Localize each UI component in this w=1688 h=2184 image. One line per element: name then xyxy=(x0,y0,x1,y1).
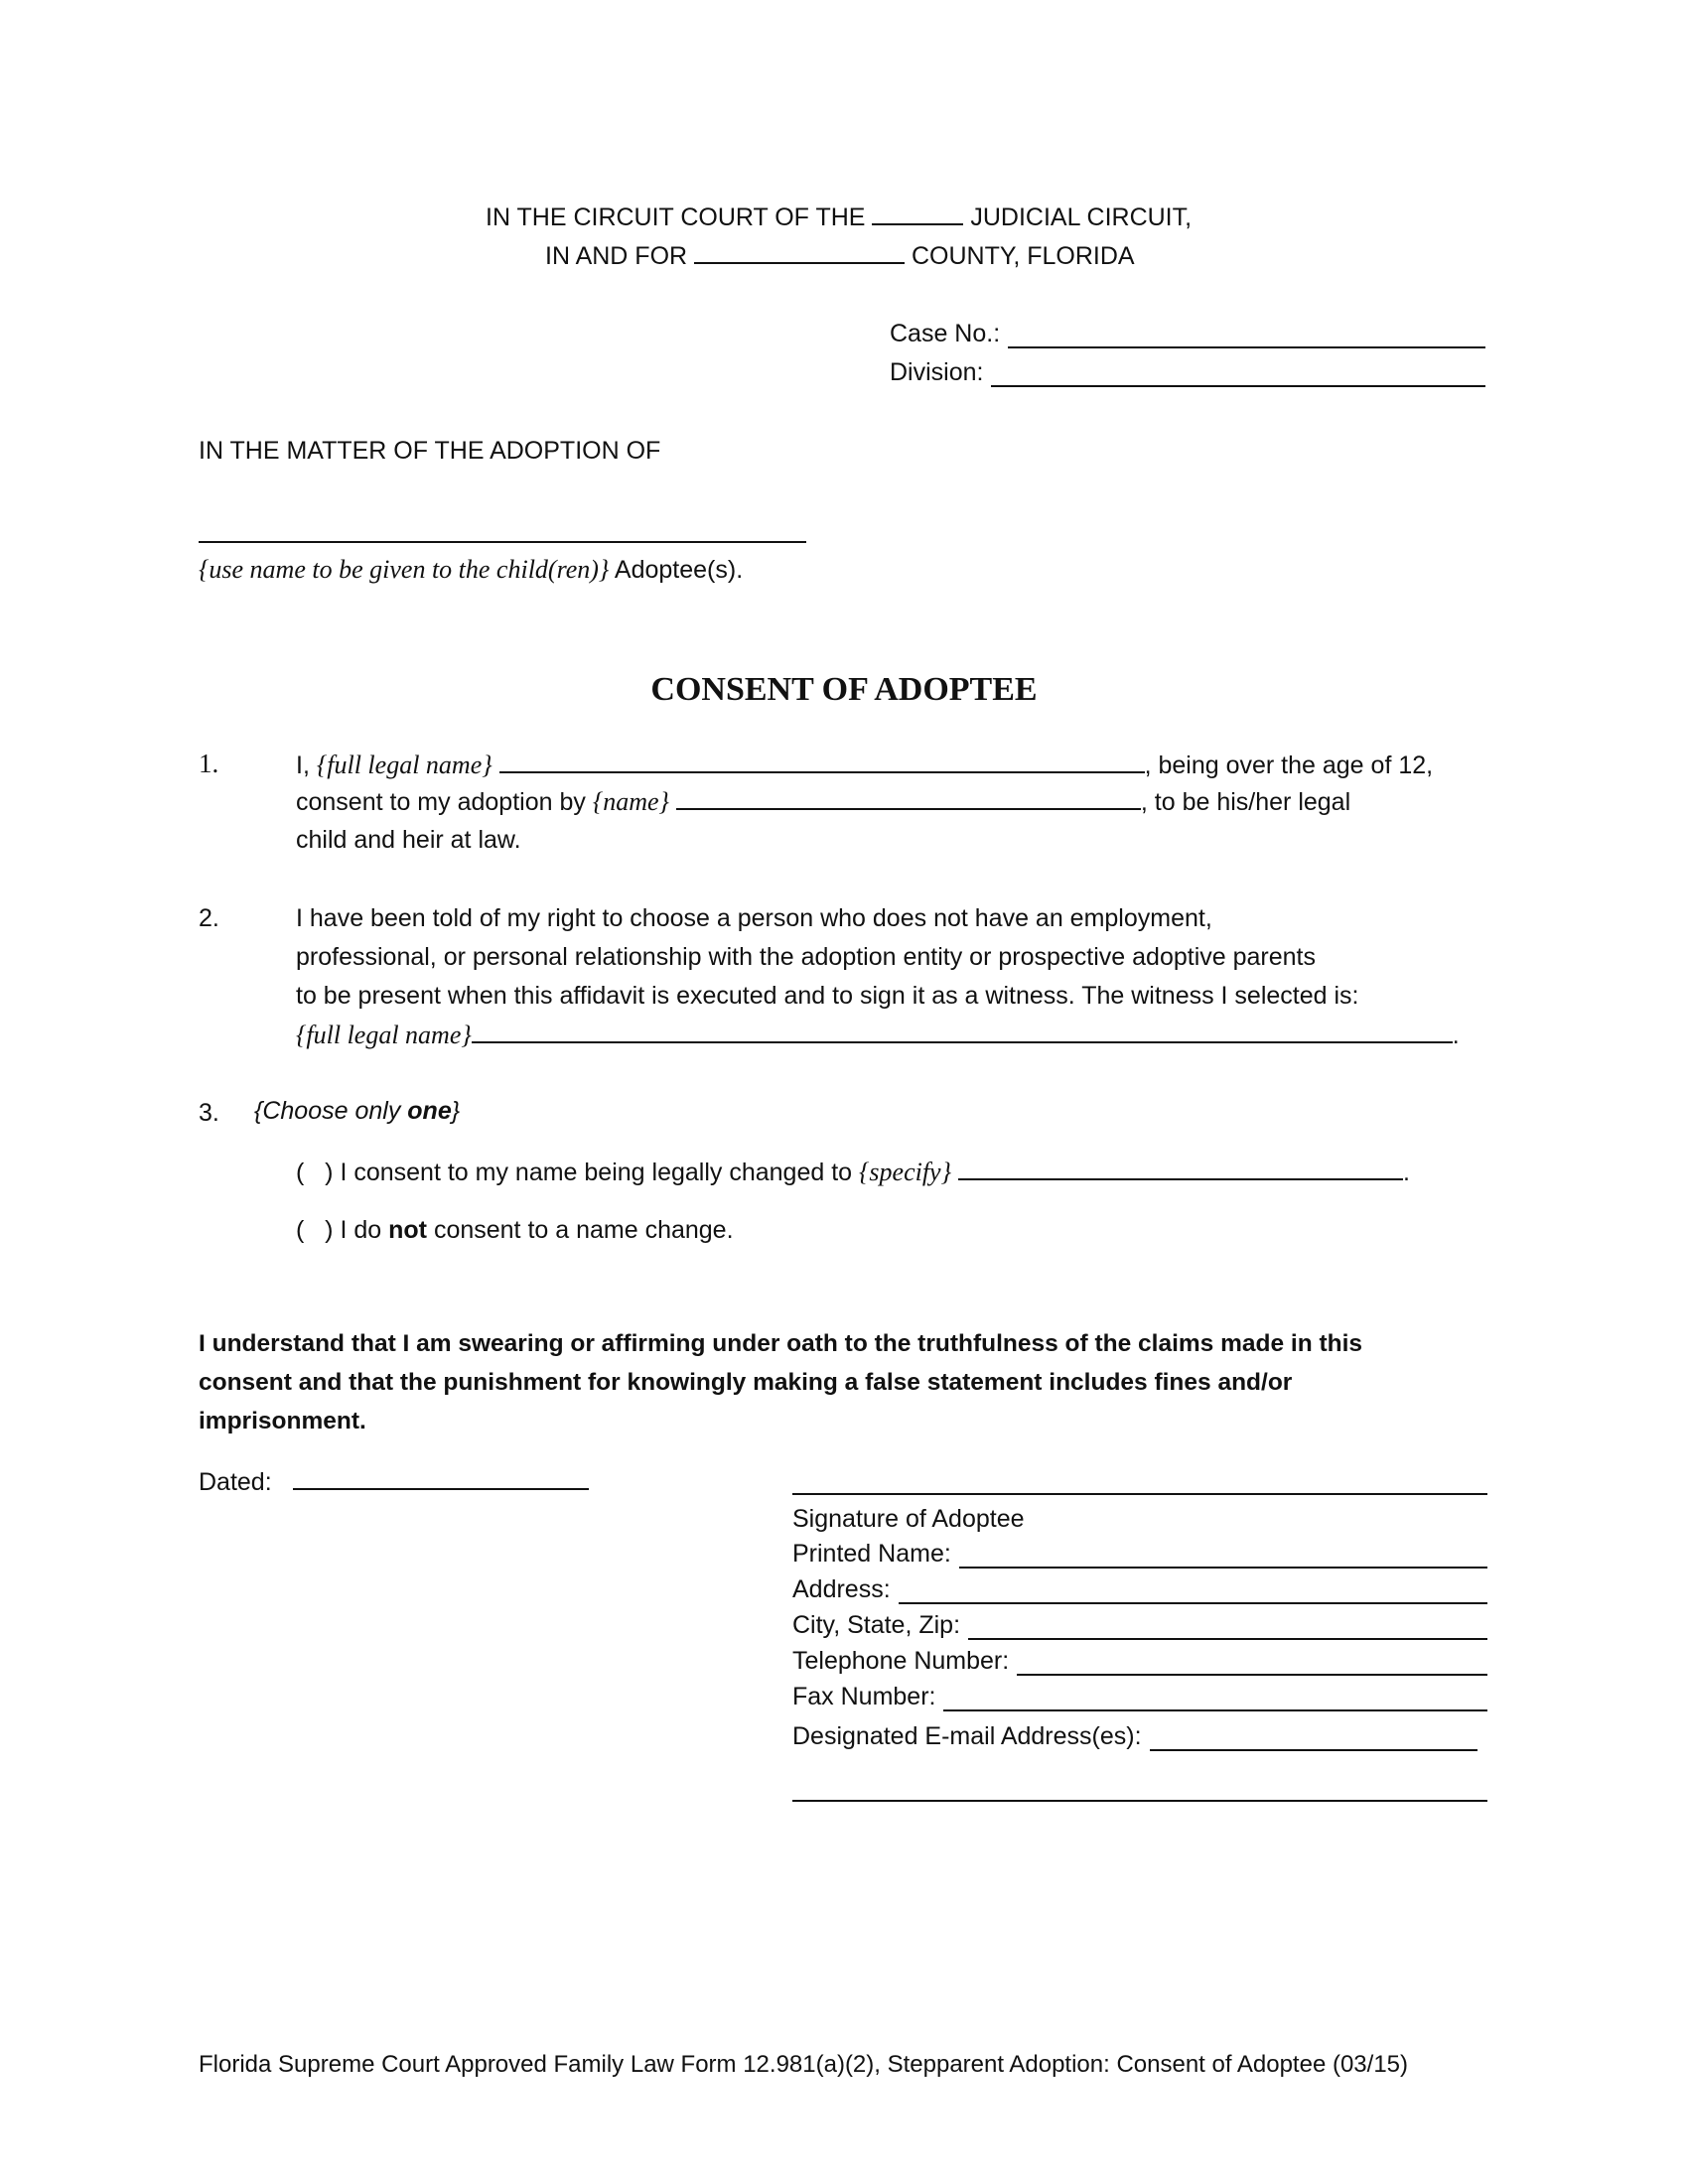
new-name-field[interactable] xyxy=(958,1177,1403,1180)
item2-end: . xyxy=(1452,1022,1460,1049)
option2-checkbox[interactable]: ( ) xyxy=(296,1216,334,1244)
item1-prefix: I, xyxy=(296,751,310,779)
email-field[interactable] xyxy=(1150,1727,1477,1751)
telephone-field[interactable] xyxy=(1017,1652,1487,1676)
county-prefix: IN AND FOR xyxy=(545,242,688,270)
case-no-field[interactable] xyxy=(1008,325,1485,348)
adoptee-label: Adoptee(s). xyxy=(614,556,744,584)
oath-line1: I understand that I am swearing or affirming under oath to the truthfulness of the claims made in this xyxy=(199,1330,1363,1357)
signature-caption: Signature of Adoptee xyxy=(792,1505,1025,1533)
item1-line3: child and heir at law. xyxy=(296,826,521,854)
court-header-line2 xyxy=(545,241,1135,271)
case-no-label: Case No.: xyxy=(890,320,1001,347)
choose-suffix: } xyxy=(451,1097,461,1125)
city-state-zip-field[interactable] xyxy=(968,1616,1487,1640)
printed-name-label: Printed Name: xyxy=(792,1540,951,1568)
division-label: Division: xyxy=(890,358,984,386)
fax-row xyxy=(792,1683,1487,1711)
option1-end: . xyxy=(1402,1159,1410,1186)
address-row xyxy=(792,1575,1487,1604)
court-prefix: IN THE CIRCUIT COURT OF THE xyxy=(486,204,866,231)
option2-suffix: consent to a name change. xyxy=(433,1216,734,1244)
division-row xyxy=(890,358,1485,387)
item2-number: 2. xyxy=(199,904,219,932)
item2-line1: I have been told of my right to choose a person who does not have an employment, xyxy=(296,904,1212,932)
item1-after-name: , being over the age of 12, xyxy=(1144,751,1434,779)
item2-line3: to be present when this affidavit is executed and to sign it as a witness. The witness I selected is: xyxy=(296,982,1359,1010)
division-field[interactable] xyxy=(991,363,1485,387)
email-row xyxy=(792,1722,1477,1751)
item2-line4 xyxy=(296,1020,1460,1050)
fax-field[interactable] xyxy=(943,1688,1487,1711)
adoptee-line xyxy=(199,554,743,585)
item1-hint-full-name: {full legal name} xyxy=(316,751,492,779)
email-label: Designated E-mail Address(es): xyxy=(792,1722,1142,1750)
adoptee-name-field[interactable] xyxy=(199,540,806,543)
city-state-zip-row xyxy=(792,1611,1487,1640)
item1-line2 xyxy=(296,786,1350,817)
court-header-line1 xyxy=(486,203,1192,232)
oath-line2: consent and that the punishment for knowingly making a false statement includes fines and/or xyxy=(199,1369,1293,1396)
fax-label: Fax Number: xyxy=(792,1683,936,1710)
option1-checkbox[interactable]: ( ) xyxy=(296,1159,334,1186)
telephone-row xyxy=(792,1647,1487,1676)
adopter-name-field[interactable] xyxy=(676,807,1141,810)
item2-line2: professional, or personal relationship with the adoption entity or prospective adoptive parents xyxy=(296,943,1317,971)
option2-bold: not xyxy=(388,1216,427,1244)
case-no-row xyxy=(890,320,1485,348)
option2-row xyxy=(296,1215,734,1245)
item1-after-adopter: , to be his/her legal xyxy=(1140,788,1351,816)
document-title: CONSENT OF ADOPTEE xyxy=(650,671,1038,708)
address-field[interactable] xyxy=(899,1580,1487,1604)
adoptee-name-hint: {use name to be given to the child(ren)} xyxy=(199,555,610,584)
item1-consent-text: consent to my adoption by xyxy=(296,788,586,816)
oath-line3: imprisonment. xyxy=(199,1408,366,1434)
county-blank[interactable] xyxy=(694,261,905,264)
court-suffix: JUDICIAL CIRCUIT, xyxy=(970,204,1193,231)
matter-label: IN THE MATTER OF THE ADOPTION OF xyxy=(199,437,661,465)
item2-hint-full-name: {full legal name} xyxy=(296,1021,472,1049)
adoptee-signature-line[interactable] xyxy=(792,1492,1487,1495)
item3-choose xyxy=(254,1096,460,1126)
circuit-blank[interactable] xyxy=(872,222,963,225)
dated-row xyxy=(199,1467,589,1497)
city-state-zip-label: City, State, Zip: xyxy=(792,1611,961,1639)
email-extra-line[interactable] xyxy=(792,1799,1487,1802)
dated-field[interactable] xyxy=(293,1487,589,1490)
item1-line1 xyxy=(296,750,1433,780)
item3-number: 3. xyxy=(199,1099,219,1127)
witness-name-field[interactable] xyxy=(472,1040,1453,1043)
option2-prefix: I do xyxy=(340,1216,382,1244)
address-label: Address: xyxy=(792,1575,891,1603)
option1-row xyxy=(296,1157,1410,1187)
dated-label: Dated: xyxy=(199,1468,272,1496)
choose-bold: one xyxy=(407,1097,452,1125)
option1-hint: {specify} xyxy=(859,1158,951,1186)
item1-hint-name: {name} xyxy=(592,787,669,816)
county-suffix: COUNTY, FLORIDA xyxy=(911,242,1135,270)
option1-text: I consent to my name being legally changed to xyxy=(340,1159,853,1186)
printed-name-row xyxy=(792,1540,1487,1569)
form-footer: Florida Supreme Court Approved Family Law Form 12.981(a)(2), Stepparent Adoption: Consent of Adoptee (03/15) xyxy=(199,2051,1408,2078)
item1-number: 1. xyxy=(199,749,219,778)
telephone-label: Telephone Number: xyxy=(792,1647,1010,1675)
printed-name-field[interactable] xyxy=(959,1545,1487,1569)
adoptee-full-name-field[interactable] xyxy=(499,770,1145,773)
choose-prefix: {Choose only xyxy=(254,1097,408,1125)
